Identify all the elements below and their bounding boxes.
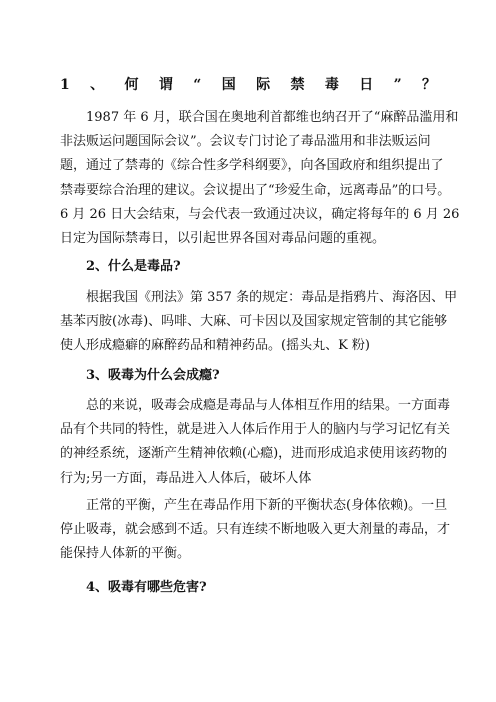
q1-char: 何: [124, 77, 139, 93]
q1-char: 日: [359, 77, 374, 93]
question-2-heading: 2、什么是毒品?: [86, 259, 181, 274]
paragraph-line: 基苯丙胺(冰毒)、吗啡、大麻、可卡因以及国家规定管制的其它能够: [60, 314, 448, 330]
answer-3-continuation: [60, 494, 451, 567]
answer-1-paragraph: [60, 106, 460, 251]
q1-char: 1: [60, 77, 70, 93]
q1-char: “: [193, 77, 202, 93]
paragraph-line: 品有个共同的特性，就是进入人体后作用于人的脑内与学习记忆有关: [60, 422, 451, 438]
question-3-heading: 3、吸毒为什么会成瘾?: [86, 368, 220, 383]
paragraph-line: 1987 年 6 月，联合国在奥地利首都维也纳召开了“麻醉品滥用和: [86, 110, 459, 125]
q1-char: 谓: [158, 77, 173, 93]
paragraph-line: 根据我国《刑法》第 357 条的规定：毒品是指鸦片、海洛因、甲: [86, 290, 458, 305]
paragraph-line: 的神经系统，逐渐产生精神依赖(心瘾)，进而形成追求使用该药物的: [60, 446, 448, 462]
paragraph-line: 停止吸毒，就会感到不适。只有连续不断地吸入更大剂量的毒品，才: [60, 522, 451, 538]
paragraph-line: 题，通过了禁毒的《综合性多学科纲要》，向各国政府和组织提出了: [60, 158, 444, 174]
q1-char: ？: [422, 77, 436, 93]
q1-char: 际: [256, 77, 271, 93]
paragraph-line: 使人形成瘾癖的麻醉药品和精神药品。(摇头丸、K 粉): [60, 338, 370, 354]
paragraph-line: 能保持人体新的平衡。: [60, 546, 191, 562]
paragraph-line: 6 月 26 日大会结束，与会代表一致通过决议，确定将每年的 6 月 26: [60, 206, 460, 222]
paragraph-line: 禁毒要综合治理的建议。会议提出了“珍爱生命，远离毒品”的口号。: [60, 182, 451, 198]
question-4-heading: 4、吸毒有哪些危害?: [86, 580, 207, 595]
answer-3-paragraph: [60, 394, 451, 491]
q1-char: 国: [221, 77, 236, 93]
paragraph-line: 正常的平衡，产生在毒品作用下新的平衡状态(身体依赖)。一旦: [86, 498, 448, 513]
q1-char: 毒: [324, 77, 339, 93]
q1-char: 禁: [290, 77, 305, 93]
q1-char: ”: [393, 77, 402, 93]
question-1-heading: [60, 74, 436, 96]
answer-2-paragraph: [60, 286, 458, 359]
q1-char: 、: [90, 77, 105, 93]
paragraph-line: 行为;另一方面，毒品进入人体后，破坏人体: [60, 470, 312, 486]
paragraph-line: 非法贩运问题国际会议”。会议专门讨论了毒品滥用和非法贩运问: [60, 134, 431, 150]
paragraph-line: 日定为国际禁毒日，以引起世界各国对毒品问题的重视。: [60, 230, 386, 246]
paragraph-line: 总的来说，吸毒会成瘾是毒品与人体相互作用的结果。一方面毒: [86, 398, 451, 413]
